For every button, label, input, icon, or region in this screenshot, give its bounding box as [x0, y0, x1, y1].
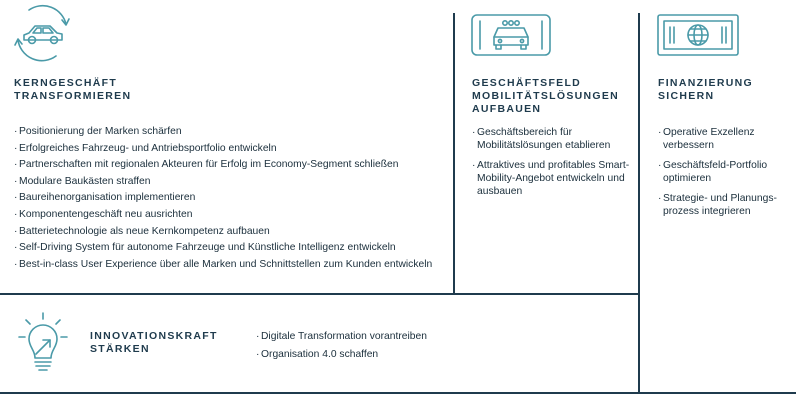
list-item: · Best-in-class User Experience über alle Marken und Schnittstellen zum Kunden entwickeln [14, 257, 450, 274]
list-item: · Geschäftsbereich für Mobilitätslösungen etablieren [472, 126, 632, 152]
mobility-list [472, 126, 632, 205]
finance-title [658, 77, 753, 103]
list-item: · Strategie- und Planungs-prozess integrieren [658, 192, 790, 218]
mobility-title [472, 77, 619, 116]
finance-list [658, 126, 790, 225]
list-item: · Geschäftsfeld-Portfolio optimieren [658, 159, 790, 185]
list-item: · Partnerschaften mit regionalen Akteuren für Erfolg im Economy-Segment schließen [14, 157, 450, 174]
title-line: INNOVATIONSKRAFT [90, 330, 218, 342]
innovation-list [256, 328, 556, 363]
smartphone-car-icon [470, 13, 552, 57]
list-item: · Baureihenorganisation implementieren [14, 190, 450, 207]
list-item: · Operative Exzellenz verbessern [658, 126, 790, 152]
car-cycle-icon [12, 4, 72, 62]
list-item: · Komponentengeschäft neu ausrichten [14, 207, 450, 224]
divider-vertical-right [638, 13, 640, 394]
banknote-globe-icon [656, 13, 740, 57]
list-item: · Attraktives und profitables Smart-Mobility-Angebot entwickeln und ausbauen [472, 159, 632, 198]
list-item: · Positionierung der Marken schärfen [14, 124, 450, 141]
core-business-title [14, 77, 131, 103]
innovation-title [90, 330, 218, 356]
list-item: · Erfolgreiches Fahrzeug- und Antriebsportfolio entwickeln [14, 141, 450, 158]
title-line: SICHERN [658, 90, 715, 102]
list-item: · Digitale Transformation vorantreiben [256, 328, 556, 346]
title-line: FINANZIERUNG [658, 77, 753, 89]
title-line: AUFBAUEN [472, 103, 542, 115]
divider-horizontal-bottom [0, 392, 796, 394]
title-line: MOBILITÄTSLÖSUNGEN [472, 90, 620, 102]
title-line: STÄRKEN [90, 343, 150, 355]
list-item: · Organisation 4.0 schaffen [256, 346, 556, 364]
core-business-list [14, 124, 450, 273]
list-item: · Batterietechnologie als neue Kernkompetenz aufbauen [14, 224, 450, 241]
title-line: KERNGESCHÄFT [14, 77, 118, 89]
divider-vertical-left [453, 13, 455, 294]
title-line: GESCHÄFTSFELD [472, 77, 582, 89]
lightbulb-icon [16, 310, 70, 378]
list-item: · Self-Driving System für autonome Fahrzeuge und Künstliche Intelligenz entwickeln [14, 240, 450, 257]
divider-horizontal-middle [0, 293, 639, 295]
title-line: TRANSFORMIEREN [14, 90, 132, 102]
list-item: · Modulare Baukästen straffen [14, 174, 450, 191]
